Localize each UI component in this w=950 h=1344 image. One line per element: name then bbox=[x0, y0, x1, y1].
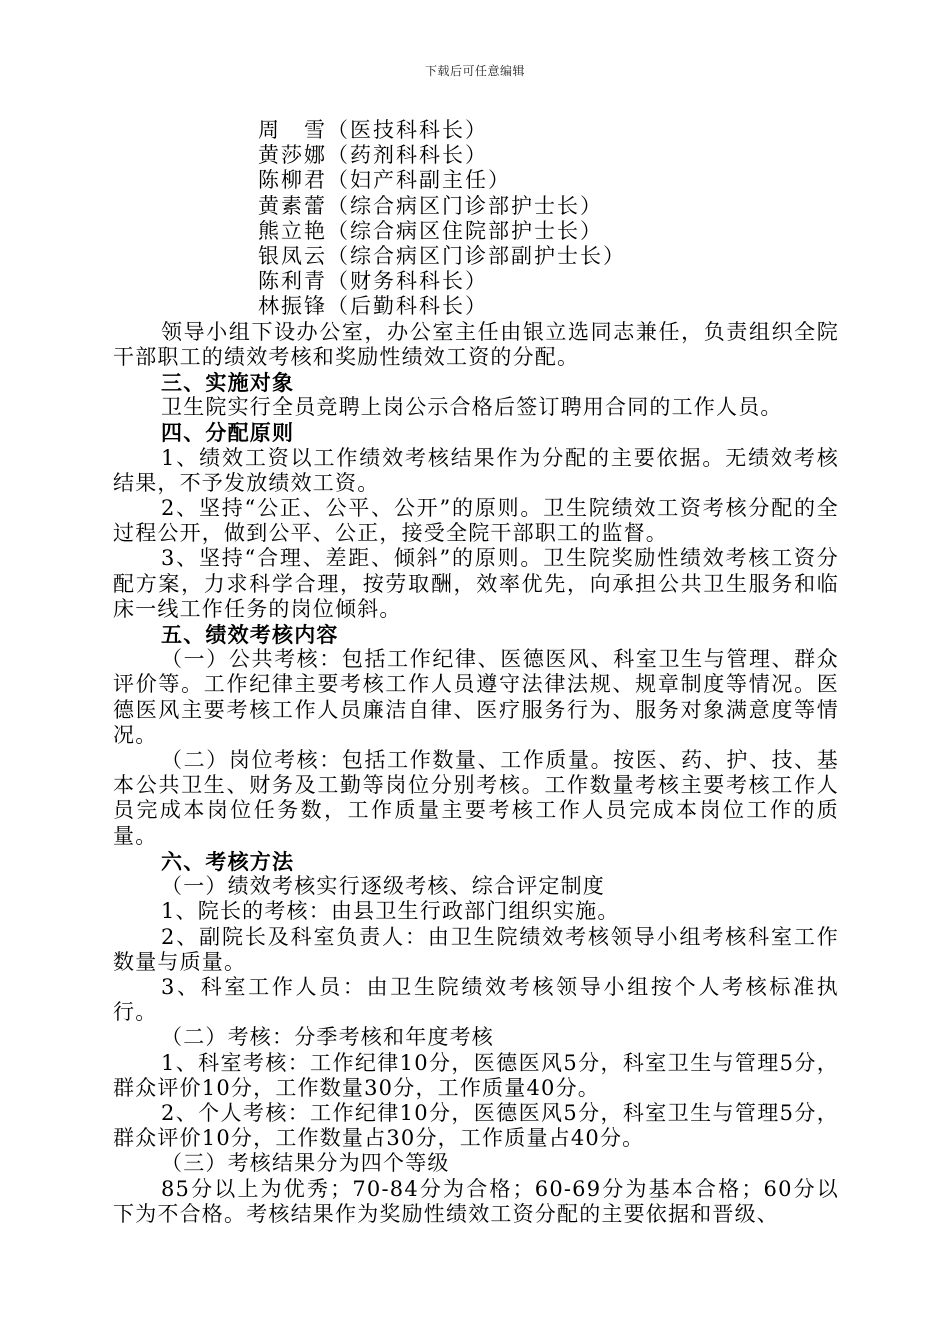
section-6-paragraph: 1、院长的考核：由县卫生行政部门组织实施。 bbox=[161, 899, 620, 924]
document-body bbox=[113, 118, 839, 1227]
section-4-paragraph: 1、绩效工资以工作绩效考核结果作为分配的主要依据。无绩效考核结果，不予发放绩效工资。 bbox=[113, 445, 839, 495]
section-6-paragraph: 2、副院长及科室负责人：由卫生院绩效考核领导小组考核科室工作数量与质量。 bbox=[113, 924, 839, 974]
section-5-title: 五、绩效考核内容 bbox=[161, 622, 339, 648]
section-6-subheading: （二）考核：分季考核和年度考核 bbox=[161, 1025, 494, 1050]
member-line: 陈利青（财务科科长） bbox=[258, 269, 488, 294]
section-4-paragraph: 3、坚持“合理、差距、倾斜”的原则。卫生院奖励性绩效考核工资分配方案，力求科学合理，按劳取酬，效率优先，向承担公共卫生服务和临床一线工作任务的岗位倾斜。 bbox=[113, 546, 839, 621]
section-5-paragraph: （二）岗位考核：包括工作数量、工作质量。按医、药、护、技、基本公共卫生、财务及工勤等岗位分别考核。工作数量考核主要考核工作人员完成本岗位任务数，工作质量主要考核工作人员完成本岗位工作的质量。 bbox=[113, 748, 839, 848]
section-6-subheading: （一）绩效考核实行逐级考核、综合评定制度 bbox=[161, 874, 605, 899]
member-line: 银凤云（综合病区门诊部副护士长） bbox=[258, 244, 626, 269]
member-line: 周 雪（医技科科长） bbox=[258, 118, 488, 142]
section-6-paragraph: 85分以上为优秀；70-84分为合格；60-69分为基本合格；60分以下为不合格。考核结果作为奖励性绩效工资分配的主要依据和晋级、 bbox=[113, 1176, 839, 1226]
section-3-text: 卫生院实行全员竞聘上岗公示合格后签订聘用合同的工作人员。 bbox=[161, 395, 783, 420]
member-line: 陈柳君（妇产科副主任） bbox=[258, 168, 511, 193]
section-3-title: 三、实施对象 bbox=[161, 370, 295, 396]
member-line: 熊立艳（综合病区住院部护士长） bbox=[258, 218, 603, 243]
member-line: 黄莎娜（药剂科科长） bbox=[258, 143, 488, 168]
section-4-paragraph: 2、坚持“公正、公平、公开”的原则。卫生院绩效工资考核分配的全过程公开，做到公平、公正，接受全院干部职工的监督。 bbox=[113, 496, 839, 546]
section-6-title: 六、考核方法 bbox=[161, 848, 295, 874]
office-paragraph: 领导小组下设办公室，办公室主任由银立选同志兼任，负责组织全院干部职工的绩效考核和奖励性绩效工资的分配。 bbox=[113, 319, 839, 369]
header-note: 下载后可任意编辑 bbox=[424, 64, 525, 78]
section-6-paragraph: 1、科室考核：工作纪律10分，医德医风5分，科室卫生与管理5分，群众评价10分，工作数量30分，工作质量40分。 bbox=[113, 1050, 839, 1100]
section-4-title: 四、分配原则 bbox=[161, 420, 295, 446]
section-6-subheading: （三）考核结果分为四个等级 bbox=[161, 1151, 450, 1176]
section-5-paragraph: （一）公共考核：包括工作纪律、医德医风、科室卫生与管理、群众评价等。工作纪律主要考核工作人员遵守法律法规、规章制度等情况。医德医风主要考核工作人员廉洁自律、医疗服务行为、服务对象满意度等情况。 bbox=[113, 647, 839, 747]
member-line: 林振锋（后勤科科长） bbox=[258, 294, 488, 319]
section-6-paragraph: 2、个人考核：工作纪律10分，医德医风5分，科室卫生与管理5分，群众评价10分，工作数量占30分，工作质量占40分。 bbox=[113, 1100, 839, 1151]
member-line: 黄素蕾（综合病区门诊部护士长） bbox=[258, 193, 603, 218]
section-6-paragraph: 3、科室工作人员：由卫生院绩效考核领导小组按个人考核标准执行。 bbox=[113, 974, 839, 1025]
